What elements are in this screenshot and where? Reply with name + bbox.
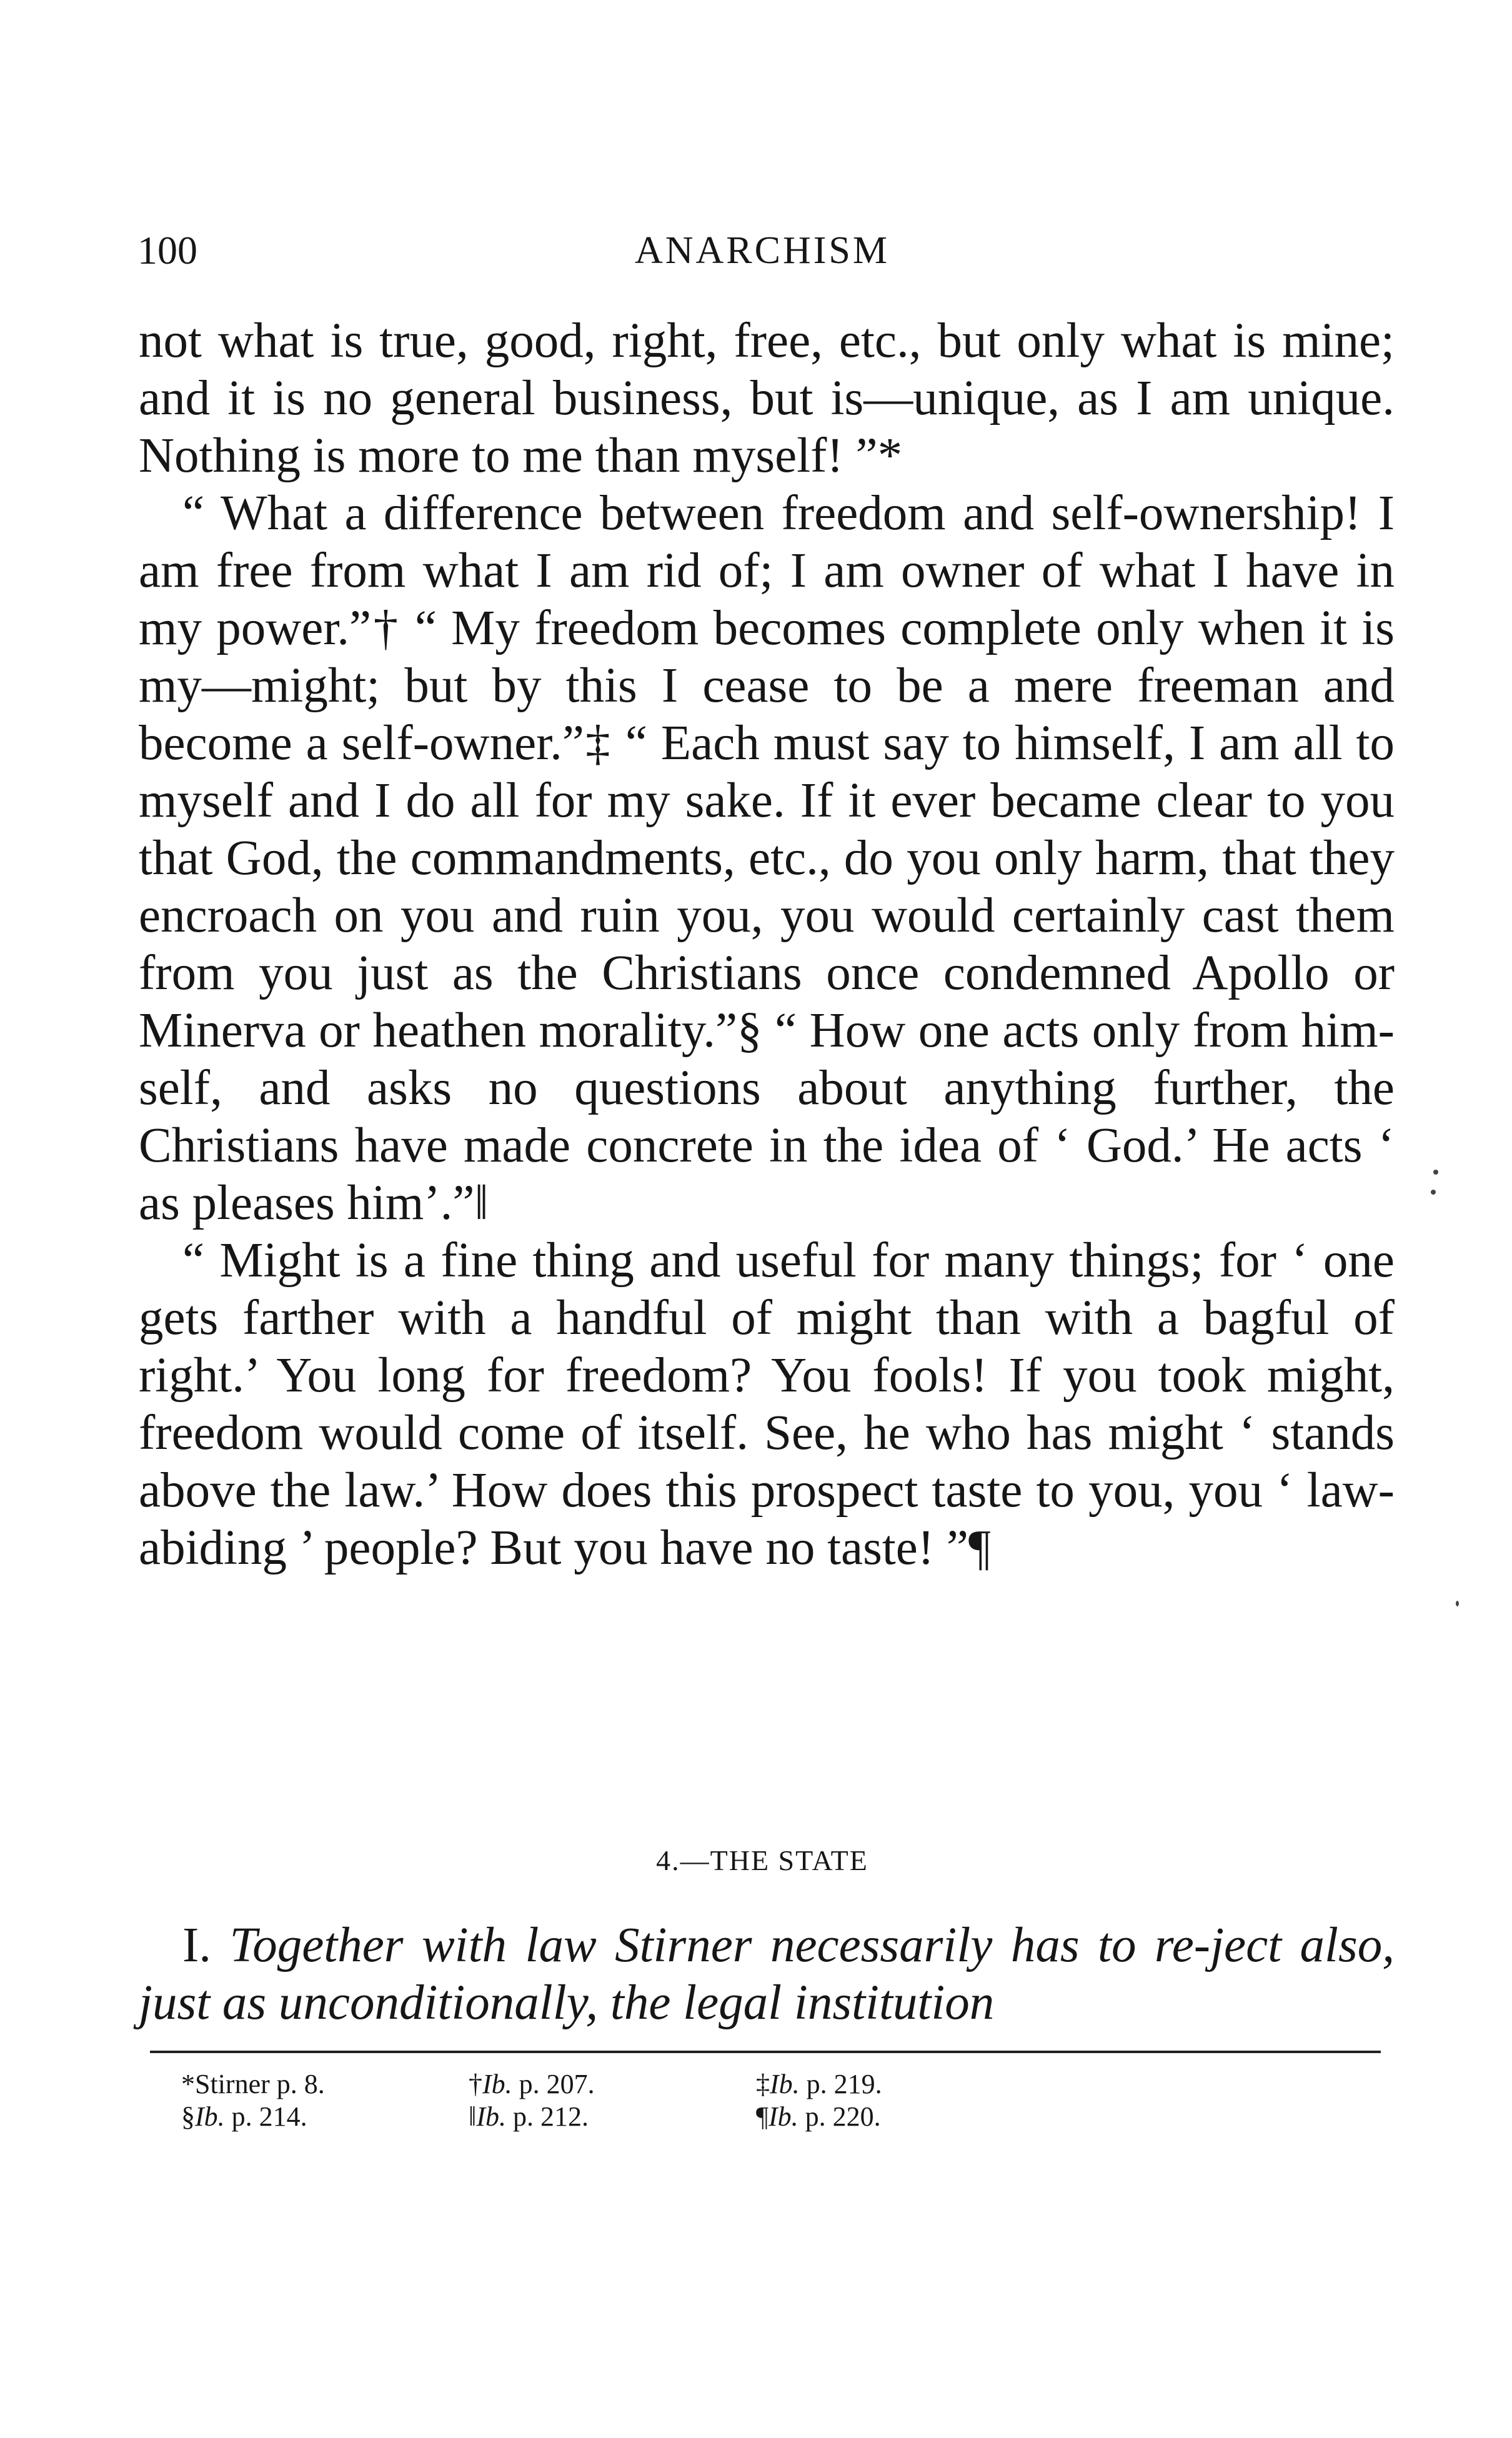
footnote-row: [181, 2101, 1243, 2133]
margin-speck: [1456, 1601, 1459, 1606]
margin-speck: [1431, 1190, 1436, 1195]
main-text: [139, 312, 1395, 1577]
paragraph-might: “ Might is a fine thing and useful for many things; for ‘ one gets farther with a handful of might than with a bagful of right.’ You long for freedom? You fools! If you took might, freedom would come of itself. See, he who has might ‘ stands above the law.’ How does this prospect taste to you, you ‘ law-abiding ’ people? But you have no taste! ”¶: [139, 1233, 1395, 1575]
footnote-mark: †: [469, 2069, 482, 2099]
footnote-source: Stirner: [195, 2069, 270, 2099]
footnote-source: Ib.: [476, 2101, 507, 2132]
footnote-page: p. 8.: [276, 2069, 325, 2099]
footnote-source: Ib.: [195, 2101, 225, 2132]
footnote: [469, 2068, 756, 2101]
footnote-mark: ¶: [756, 2101, 768, 2132]
footnote-divider: [150, 2051, 1381, 2053]
footnote: [756, 2101, 1043, 2133]
section-heading: 4.—THE STATE: [656, 1844, 868, 1876]
italic-statement: Together with law Stirner necessarily has to re-ject also, just as unconditionally, the legal institution: [139, 1918, 1395, 2030]
footnote-source: Ib.: [770, 2069, 800, 2099]
footnote-mark: ‖: [469, 2101, 477, 2132]
footnote-page: p. 207.: [519, 2069, 595, 2099]
paragraph-continued: not what is true, good, right, free, etc., but only what is mine; and it is no general business, but is—unique, as I am unique. Nothing is more to me than myself! ”*: [139, 314, 1395, 483]
paragraph-numeral: I.: [182, 1918, 212, 1973]
running-head: ANARCHISM: [634, 229, 890, 272]
paragraph-freedom-ownership: “ What a difference between freedom and self-ownership! I am free from what I am rid of; I am owner of what I have in my power.”† “ My freedom becomes complete only when it is my—might; but by this I cease to be a mere freeman and become a self-owner.”‡ “ Each must say to himself, I am all to myself and I do all for my sake. If it ever became clear to you that God, the commandments, etc., do you only harm, that they encroach on you and ruin you, you would certainly cast them from you just as the Christians once condemned Apollo or Minerva or heathen morality.”§ “ How one acts only from him-self, and asks no questions about anything further, the Christians have made concrete in the idea of ‘ God.’ He acts ‘ as pleases him’.”‖: [139, 486, 1395, 1230]
footnote-mark: *: [181, 2069, 195, 2099]
section-paragraph: [139, 1917, 1395, 2032]
footnote: [181, 2101, 469, 2133]
page-header: [137, 222, 1387, 279]
footnote: [181, 2068, 469, 2101]
margin-speck: [1433, 1170, 1438, 1175]
footnote: [756, 2068, 1043, 2101]
section-body: [139, 1917, 1395, 2032]
footnote-page: p. 220.: [805, 2101, 881, 2132]
footnote: [469, 2101, 756, 2133]
footnote-page: p. 212.: [513, 2101, 589, 2132]
footnote-page: p. 214.: [231, 2101, 307, 2132]
footnote-mark: §: [181, 2101, 195, 2132]
footnote-mark: ‡: [756, 2069, 770, 2099]
page-number: 100: [137, 228, 197, 272]
footnote-row: [181, 2068, 1243, 2101]
footnotes: [181, 2068, 1243, 2133]
footnote-source: Ib.: [768, 2101, 798, 2132]
footnote-page: p. 219.: [806, 2069, 882, 2099]
footnote-source: Ib.: [482, 2069, 512, 2099]
